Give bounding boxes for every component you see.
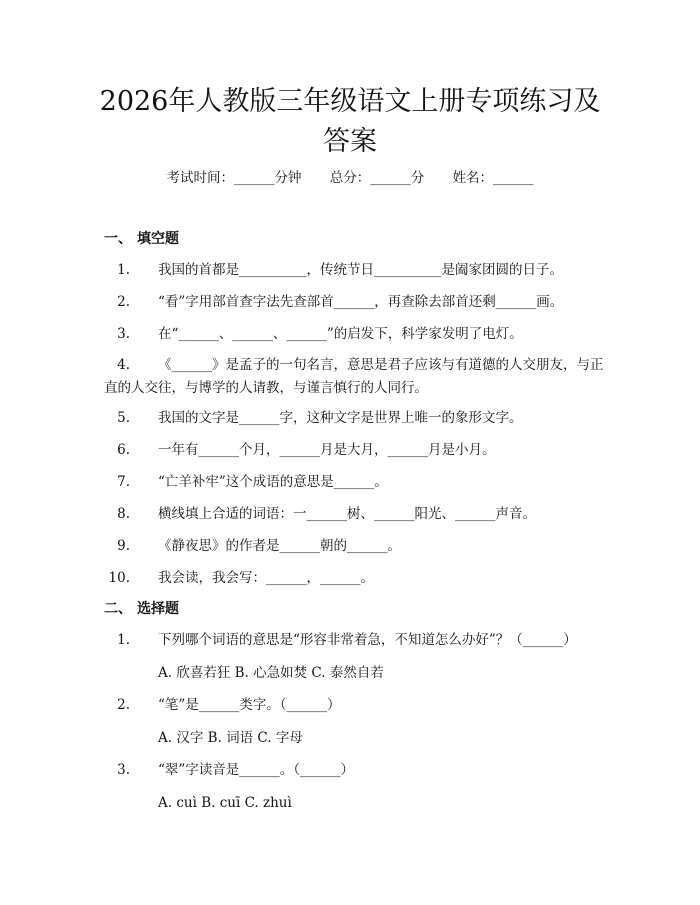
question-number: 9. [117,538,130,554]
question-number: 3. [117,326,130,342]
question-item [104,568,604,588]
question-number: 8. [117,506,130,522]
question-text: 我国的文字是______字，这种文字是世界上唯一的象形文字。 [158,410,523,426]
question-item [104,408,604,428]
question-text: 我会读，我会写：______，______。 [158,570,374,586]
question-number: 2. [117,697,130,713]
exam-score: 总分：______分 [329,170,425,186]
section-heading [104,229,179,249]
question-item [104,536,604,556]
question-number: 1. [117,632,130,648]
section-title: 选择题 [137,601,179,617]
question-text: 横线填上合适的词语：一______树、______阳光、______声音。 [158,506,536,522]
question-number: 6. [117,442,130,458]
question-number: 2. [117,294,130,310]
question-text: “笔”是______类字。（______） [158,697,341,713]
question-options: A. 欣喜若狂 B. 心急如焚 C. 泰然自若 [158,665,384,681]
question-options: A. cuì B. cuī C. zhuì [158,795,292,811]
question-item [104,472,604,492]
question-text: 《______》是孟子的一句名言，意思是君子应该与有道德的人交朋友，与正直的人交往，与博学的人请教，与谨言慎行的人同行。 [104,357,604,396]
question-number: 7. [117,474,130,490]
question-item [104,695,604,715]
question-item [104,354,606,400]
question-text: 下列哪个词语的意思是“形容非常着急，不知道怎么办好”？（______） [158,632,577,648]
question-number: 10. [108,570,130,586]
section-number: 二、 [104,601,132,617]
question-options: A. 汉字 B. 词语 C. 字母 [158,730,303,746]
question-text: 我国的首都是__________，传统节日__________是阖家团圆的日子。 [158,262,563,278]
question-text: “看”字用部首查字法先查部首______，再查除去部首还剩______画。 [158,294,564,310]
section-number: 一、 [104,231,132,247]
question-item [104,324,604,344]
question-number: 3. [117,762,130,778]
question-number: 1. [117,262,130,278]
question-text: 《静夜思》的作者是______朝的______。 [158,538,401,554]
question-text: 在“______、______、______”的启发下，科学家发明了电灯。 [158,326,523,342]
exam-time: 考试时间：______分钟 [166,170,302,186]
question-item [104,760,604,780]
question-text: 一年有______个月，______月是大月，______月是小月。 [158,442,496,458]
question-number: 5. [117,410,130,426]
question-item [104,630,604,650]
question-item [104,292,604,312]
question-item [104,440,604,460]
exam-meta [0,168,700,188]
question-text: “翠”字读音是______。（______） [158,762,355,778]
question-number: 4. [117,357,130,373]
question-item [104,504,604,524]
page-title: 2026年人教版三年级语文上册专项练习及答案 [99,86,601,157]
question-item [104,260,604,280]
student-name: 姓名：______ [452,170,534,186]
question-text: “亡羊补牢”这个成语的意思是______。 [158,474,388,490]
section-heading [104,599,179,619]
section-title: 填空题 [137,231,179,247]
